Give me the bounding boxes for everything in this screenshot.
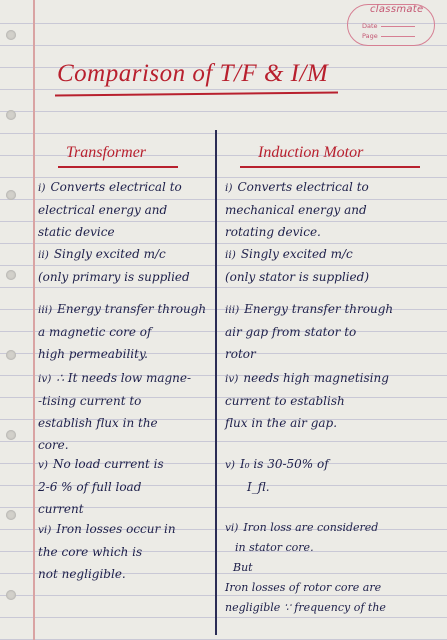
header-transformer: Transformer — [66, 144, 147, 161]
binding-hole — [6, 30, 16, 40]
page-title: Comparison of T/F & I/M — [57, 60, 329, 87]
binding-hole — [6, 430, 16, 440]
transformer-point-4: iv) ∴ It needs low magne- -tising current to establish flux in the core. — [38, 371, 192, 452]
classmate-stamp — [347, 4, 435, 46]
transformer-point-5: v) No load current is 2-6 % of full load current — [38, 457, 164, 516]
binding-hole — [6, 270, 16, 280]
binding-hole — [6, 110, 16, 120]
binding-hole — [6, 350, 16, 360]
induction-motor-point-3: iii) Energy transfer through air gap from stator to rotor — [225, 302, 394, 361]
induction-motor-point-5: v) I₀ is 30-50% of I_fl. — [225, 457, 329, 494]
binding-hole — [6, 510, 16, 520]
induction-motor-point-2: ii) Singly excited m/c (only stator is supplied) — [225, 247, 369, 284]
induction-motor-point-4: iv) needs high magnetising current to establish flux in the air gap. — [225, 371, 389, 430]
stamp-date-field — [362, 22, 415, 30]
transformer-point-1: i) Converts electrical to electrical energy and static device — [38, 180, 182, 239]
header-induction-motor-underline — [240, 166, 420, 168]
binding-hole — [6, 590, 16, 600]
induction-motor-point-1: i) Converts electrical to mechanical energy and rotating device. — [225, 180, 369, 239]
stamp-brand: classmate — [370, 4, 424, 15]
stamp-page-field — [362, 32, 415, 40]
binding-hole — [6, 190, 16, 200]
stamp-page-label: Page — [362, 32, 378, 40]
transformer-point-3: iii) Energy transfer through a magnetic core of high permeability. — [38, 302, 207, 361]
transformer-point-6: vi) Iron losses occur in the core which is not negligible. — [38, 522, 176, 581]
header-transformer-underline — [58, 166, 178, 168]
margin-line — [33, 0, 35, 640]
stamp-date-label: Date — [362, 22, 378, 30]
header-induction-motor: Induction Motor — [258, 144, 364, 161]
binding-holes — [6, 0, 18, 640]
title-underline — [55, 92, 338, 97]
transformer-point-2: ii) Singly excited m/c (only primary is supplied — [38, 247, 190, 284]
column-divider — [215, 130, 217, 635]
induction-motor-point-6: vi) Iron loss are considered in stator core. But Iron losses of rotor core are negligible ∵ frequency of the — [225, 521, 386, 614]
